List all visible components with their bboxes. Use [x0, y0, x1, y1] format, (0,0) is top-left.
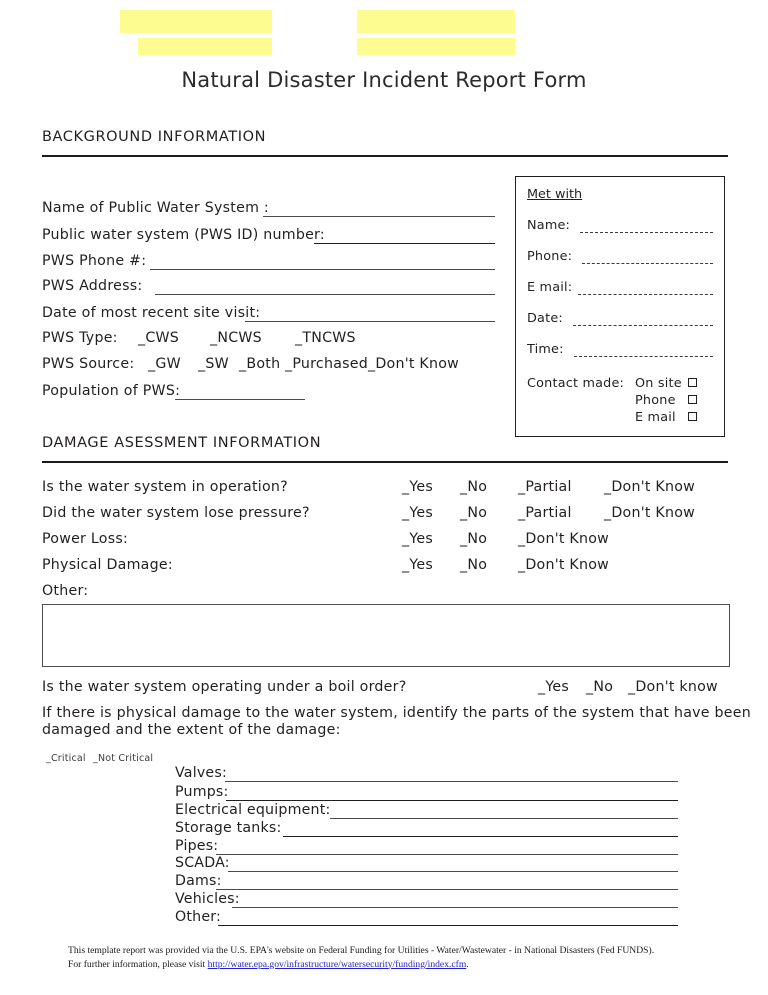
population-label: Population of PWS: [42, 383, 181, 399]
redaction-top-left [120, 10, 272, 33]
part-label-6: Dams: [175, 873, 222, 889]
part-blank-3[interactable] [283, 836, 678, 837]
damage-detail-instruction-line2: damaged and the extent of the damage: [42, 722, 341, 738]
damage-question-0-option-3[interactable]: _Don't Know [604, 479, 695, 495]
redaction-top-right [357, 10, 515, 33]
damage-question-2-option-0[interactable]: _Yes [402, 531, 433, 547]
redaction-bottom-left [138, 38, 272, 55]
contact-made-label: Contact made: [527, 376, 625, 391]
damage-question-label-2: Power Loss: [42, 531, 129, 547]
met-with-field-label-1: Phone: [527, 249, 573, 264]
damage-question-0-option-2[interactable]: _Partial [518, 479, 572, 495]
part-label-0: Valves: [175, 765, 227, 781]
pws-source-option-both[interactable]: _Both [239, 356, 281, 372]
boil-order-option-dont-know[interactable]: _Don't know [628, 679, 718, 695]
damage-question-0-option-1[interactable]: _No [460, 479, 488, 495]
epa-funding-link[interactable]: http://water.epa.gov/infrastructure/watersecurity/funding/index.cfm [207, 958, 467, 970]
pws-type-option-tncws[interactable]: _TNCWS [295, 330, 356, 346]
met-with-field-label-3: Date: [527, 311, 563, 326]
background-field-label-0: Name of Public Water System : [42, 200, 269, 216]
met-with-title: Met with [527, 187, 583, 202]
footer-line-2-prefix: For further information, please visit [68, 958, 208, 970]
contact-checkbox-phone[interactable] [688, 395, 697, 404]
contact-option-on-site-label: On site [635, 376, 682, 391]
met-with-box [515, 176, 725, 437]
met-with-field-blank-3[interactable] [573, 325, 713, 326]
pws-source-option-purchased[interactable]: _Purchased [285, 356, 369, 372]
background-field-label-4: Date of most recent site visit: [42, 305, 261, 321]
damage-question-label-3: Physical Damage: [42, 557, 173, 573]
background-field-blank-2[interactable] [150, 269, 495, 270]
section-heading-background: BACKGROUND INFORMATION [42, 129, 267, 145]
contact-option-phone-label: Phone [635, 393, 676, 408]
contact-checkbox-on-site[interactable] [688, 378, 697, 387]
damage-question-1-option-0[interactable]: _Yes [402, 505, 433, 521]
pws-type-option-ncws[interactable]: _NCWS [210, 330, 262, 346]
background-field-blank-3[interactable] [155, 294, 495, 295]
part-blank-2[interactable] [330, 818, 678, 819]
boil-order-option-yes[interactable]: _Yes [538, 679, 569, 695]
redaction-bottom-right [357, 38, 515, 55]
pws-source-option-dont-know[interactable]: _Don't Know [368, 356, 459, 372]
contact-checkbox-email[interactable] [688, 412, 697, 421]
criticality-option-critical[interactable]: _Critical [46, 753, 86, 764]
footer-line-2-suffix: . [466, 958, 469, 970]
met-with-field-blank-0[interactable] [580, 232, 713, 233]
other-damage-textarea[interactable] [42, 604, 730, 667]
damage-question-1-option-3[interactable]: _Don't Know [604, 505, 695, 521]
pws-type-option-cws[interactable]: _CWS [138, 330, 180, 346]
damage-detail-instruction-line1: If there is physical damage to the water system, identify the parts of the system that have been [42, 705, 751, 721]
part-label-2: Electrical equipment: [175, 802, 331, 818]
part-label-1: Pumps: [175, 784, 229, 800]
background-field-blank-1[interactable] [314, 243, 495, 244]
part-blank-0[interactable] [225, 781, 678, 782]
section-heading-damage: DAMAGE ASESSMENT INFORMATION [42, 435, 322, 451]
damage-question-2-option-2[interactable]: _Don't Know [518, 531, 609, 547]
boil-order-question: Is the water system operating under a boil order? [42, 679, 407, 695]
met-with-field-blank-1[interactable] [582, 263, 713, 264]
criticality-option-not-critical[interactable]: _Not Critical [93, 753, 154, 764]
pws-source-label: PWS Source: [42, 356, 135, 372]
met-with-field-blank-2[interactable] [578, 294, 713, 295]
background-field-blank-0[interactable] [263, 216, 495, 217]
part-label-3: Storage tanks: [175, 820, 282, 836]
background-field-label-3: PWS Address: [42, 278, 143, 294]
damage-question-3-option-2[interactable]: _Don't Know [518, 557, 609, 573]
section-divider-damage [42, 461, 728, 463]
met-with-field-label-4: Time: [527, 342, 564, 357]
part-label-4: Pipes: [175, 838, 219, 854]
part-blank-7[interactable] [232, 907, 678, 908]
damage-question-0-option-0[interactable]: _Yes [402, 479, 433, 495]
footer-line-1: This template report was provided via the U.S. EPA's website on Federal Funding for Utilities - Water/Wastewater - in National Disasters (Fed FUNDS). [68, 945, 655, 956]
met-with-field-label-2: E mail: [527, 280, 573, 295]
pws-source-option-gw[interactable]: _GW [148, 356, 181, 372]
part-blank-1[interactable] [226, 800, 678, 801]
damage-question-label-0: Is the water system in operation? [42, 479, 288, 495]
part-blank-5[interactable] [228, 871, 678, 872]
part-label-5: SCADA: [175, 855, 230, 871]
part-blank-8[interactable] [218, 925, 678, 926]
pws-type-label: PWS Type: [42, 330, 118, 346]
footer-note [68, 944, 704, 971]
damage-question-1-option-1[interactable]: _No [460, 505, 488, 521]
damage-question-3-option-0[interactable]: _Yes [402, 557, 433, 573]
background-field-label-2: PWS Phone #: [42, 253, 147, 269]
damage-question-3-option-1[interactable]: _No [460, 557, 488, 573]
part-blank-4[interactable] [216, 854, 678, 855]
population-input-blank[interactable] [175, 399, 305, 400]
pws-source-option-sw[interactable]: _SW [198, 356, 229, 372]
damage-question-label-1: Did the water system lose pressure? [42, 505, 310, 521]
section-divider-background [42, 155, 728, 157]
boil-order-option-no[interactable]: _No [586, 679, 614, 695]
contact-option-email-label: E mail [635, 410, 676, 425]
background-field-label-1: Public water system (PWS ID) number: [42, 227, 325, 243]
damage-question-1-option-2[interactable]: _Partial [518, 505, 572, 521]
background-field-blank-4[interactable] [245, 321, 495, 322]
part-label-8: Other: [175, 909, 222, 925]
page-title: Natural Disaster Incident Report Form [181, 68, 587, 92]
part-label-7: Vehicles: [175, 891, 240, 907]
met-with-field-blank-4[interactable] [574, 356, 713, 357]
damage-question-2-option-1[interactable]: _No [460, 531, 488, 547]
part-blank-6[interactable] [216, 889, 678, 890]
other-damage-label: Other: [42, 583, 89, 599]
met-with-field-label-0: Name: [527, 218, 571, 233]
